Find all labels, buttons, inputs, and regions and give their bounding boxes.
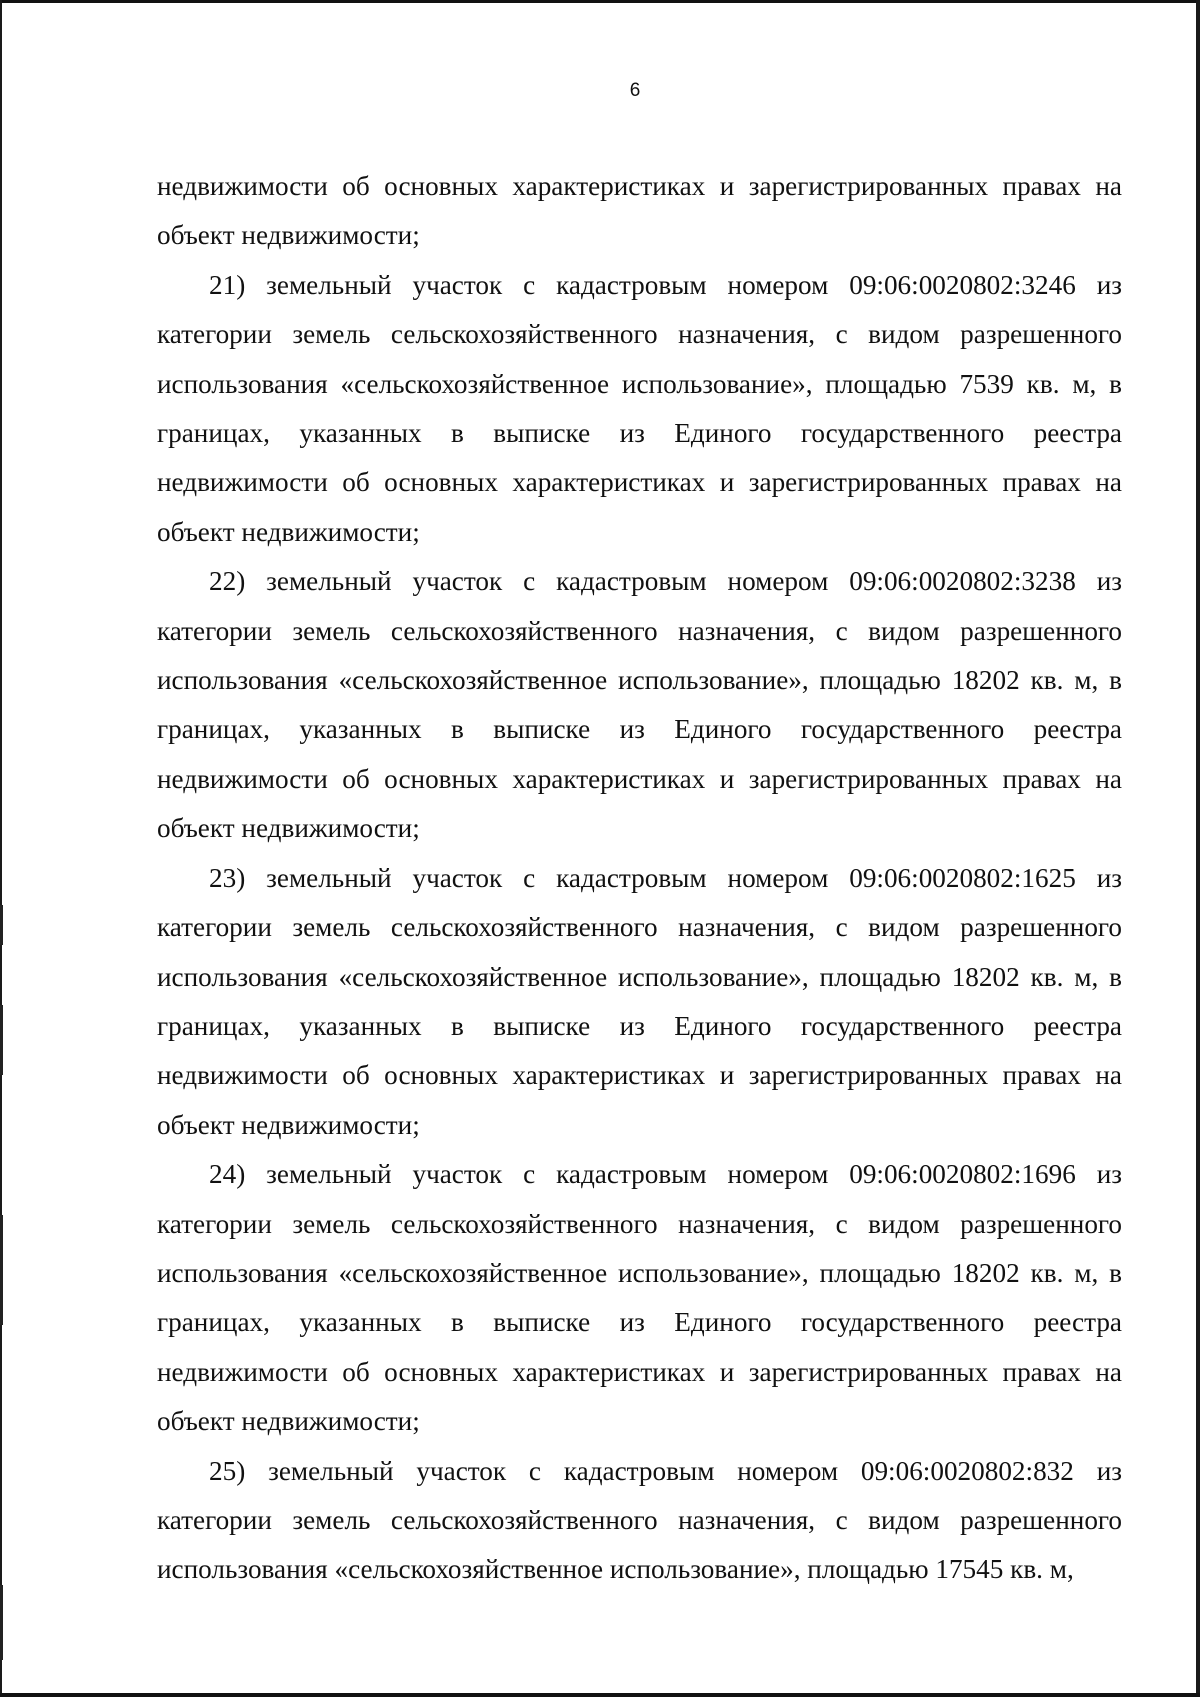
page-number: 6 bbox=[629, 80, 641, 101]
list-item-23: 23) земельный участок с кадастровым номером 09:06:0020802:1625 из категории земель сельскохозяйственного назначения, с видом разрешенного использования «сельскохозяйственное использование», площадью 18202 кв. м, в границах, указанных в выписке из Единого государственного реестра недвижимости об основных характеристиках и зарегистрированных правах на объект недвижимости; bbox=[157, 862, 1122, 1140]
paragraph-continuation: недвижимости об основных характеристиках и зарегистрированных правах на объект недвижимости; bbox=[157, 171, 1122, 251]
document-body bbox=[157, 162, 1122, 1595]
list-item-24: 24) земельный участок с кадастровым номером 09:06:0020802:1696 из категории земель сельскохозяйственного назначения, с видом разрешенного использования «сельскохозяйственное использование», площадью 18202 кв. м, в границах, указанных в выписке из Единого государственного реестра недвижимости об основных характеристиках и зарегистрированных правах на объект недвижимости; bbox=[157, 1159, 1122, 1437]
list-item-25: 25) земельный участок с кадастровым номером 09:06:0020802:832 из категории земель сельскохозяйственного назначения, с видом разрешенного использования «сельскохозяйственное использование», площадью 17545 кв. м, bbox=[157, 1455, 1122, 1585]
list-item-22: 22) земельный участок с кадастровым номером 09:06:0020802:3238 из категории земель сельскохозяйственного назначения, с видом разрешенного использования «сельскохозяйственное использование», площадью 18202 кв. м, в границах, указанных в выписке из Единого государственного реестра недвижимости об основных характеристиках и зарегистрированных правах на объект недвижимости; bbox=[157, 566, 1122, 844]
list-item-21: 21) земельный участок с кадастровым номером 09:06:0020802:3246 из категории земель сельскохозяйственного назначения, с видом разрешенного использования «сельскохозяйственное использование», площадью 7539 кв. м, в границах, указанных в выписке из Единого государственного реестра недвижимости об основных характеристиках и зарегистрированных правах на объект недвижимости; bbox=[157, 269, 1122, 547]
